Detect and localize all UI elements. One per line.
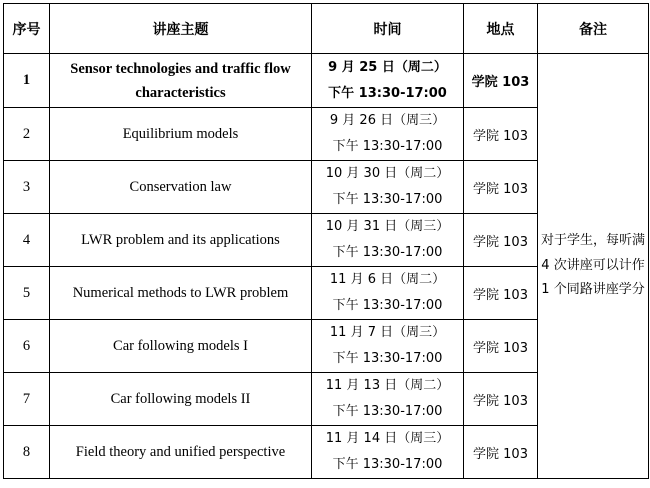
row-place: 学院 103: [464, 373, 538, 426]
row-topic: LWR problem and its applications: [50, 214, 312, 267]
row-index: 7: [4, 373, 50, 426]
row-date: 9 月 26 日（周三）: [329, 113, 446, 128]
lecture-schedule-table: [3, 3, 649, 479]
row-place: 学院 103: [464, 108, 538, 161]
row-index: 4: [4, 214, 50, 267]
row-hours: 下午 13:30-17:00: [332, 245, 443, 260]
row-time: [312, 161, 464, 214]
row-topic: Numerical methods to LWR problem: [50, 267, 312, 320]
row-time: [312, 214, 464, 267]
row-index: 5: [4, 267, 50, 320]
row-place: 学院 103: [464, 267, 538, 320]
row-index: 8: [4, 426, 50, 479]
row-topic: Equilibrium models: [50, 108, 312, 161]
row-hours: 下午 13:30-17:00: [332, 139, 443, 154]
row-time: [312, 108, 464, 161]
row-date: 11 月 13 日（周二）: [325, 378, 450, 393]
row-time: [312, 54, 464, 108]
header-place: 地点: [464, 4, 538, 54]
row-hours: 下午 13:30-17:00: [328, 85, 447, 101]
row-hours: 下午 13:30-17:00: [332, 351, 443, 366]
row-topic: Field theory and unified perspective: [50, 426, 312, 479]
row-index: 3: [4, 161, 50, 214]
row-topic: Car following models I: [50, 320, 312, 373]
row-date: 11 月 7 日（周三）: [329, 325, 446, 340]
row-hours: 下午 13:30-17:00: [332, 298, 443, 313]
header-topic: 讲座主题: [50, 4, 312, 54]
row-date: 10 月 30 日（周二）: [325, 166, 450, 181]
row-time: [312, 426, 464, 479]
header-note: 备注: [538, 4, 649, 54]
row-place: 学院 103: [464, 161, 538, 214]
row-date: 10 月 31 日（周三）: [325, 219, 450, 234]
row-time: [312, 320, 464, 373]
note-cell: 对于学生，每听满 4 次讲座可以计作 1 个同路讲座学分: [538, 54, 649, 479]
row-hours: 下午 13:30-17:00: [332, 192, 443, 207]
header-time: 时间: [312, 4, 464, 54]
row-index: 6: [4, 320, 50, 373]
row-place: 学院 103: [464, 214, 538, 267]
row-time: [312, 267, 464, 320]
table-row: [4, 54, 649, 108]
row-index: 1: [4, 54, 50, 108]
row-index: 2: [4, 108, 50, 161]
row-topic: Conservation law: [50, 161, 312, 214]
row-date: 11 月 14 日（周三）: [325, 431, 450, 446]
header-index: 序号: [4, 4, 50, 54]
row-topic: Sensor technologies and traffic flow characteristics: [50, 54, 312, 108]
header-row: [4, 4, 649, 54]
row-time: [312, 373, 464, 426]
row-hours: 下午 13:30-17:00: [332, 457, 443, 472]
row-place: 学院 103: [464, 54, 538, 108]
row-hours: 下午 13:30-17:00: [332, 404, 443, 419]
row-place: 学院 103: [464, 426, 538, 479]
row-date: 9 月 25 日（周二）: [328, 59, 447, 75]
row-topic: Car following models II: [50, 373, 312, 426]
row-place: 学院 103: [464, 320, 538, 373]
row-date: 11 月 6 日（周二）: [329, 272, 446, 287]
